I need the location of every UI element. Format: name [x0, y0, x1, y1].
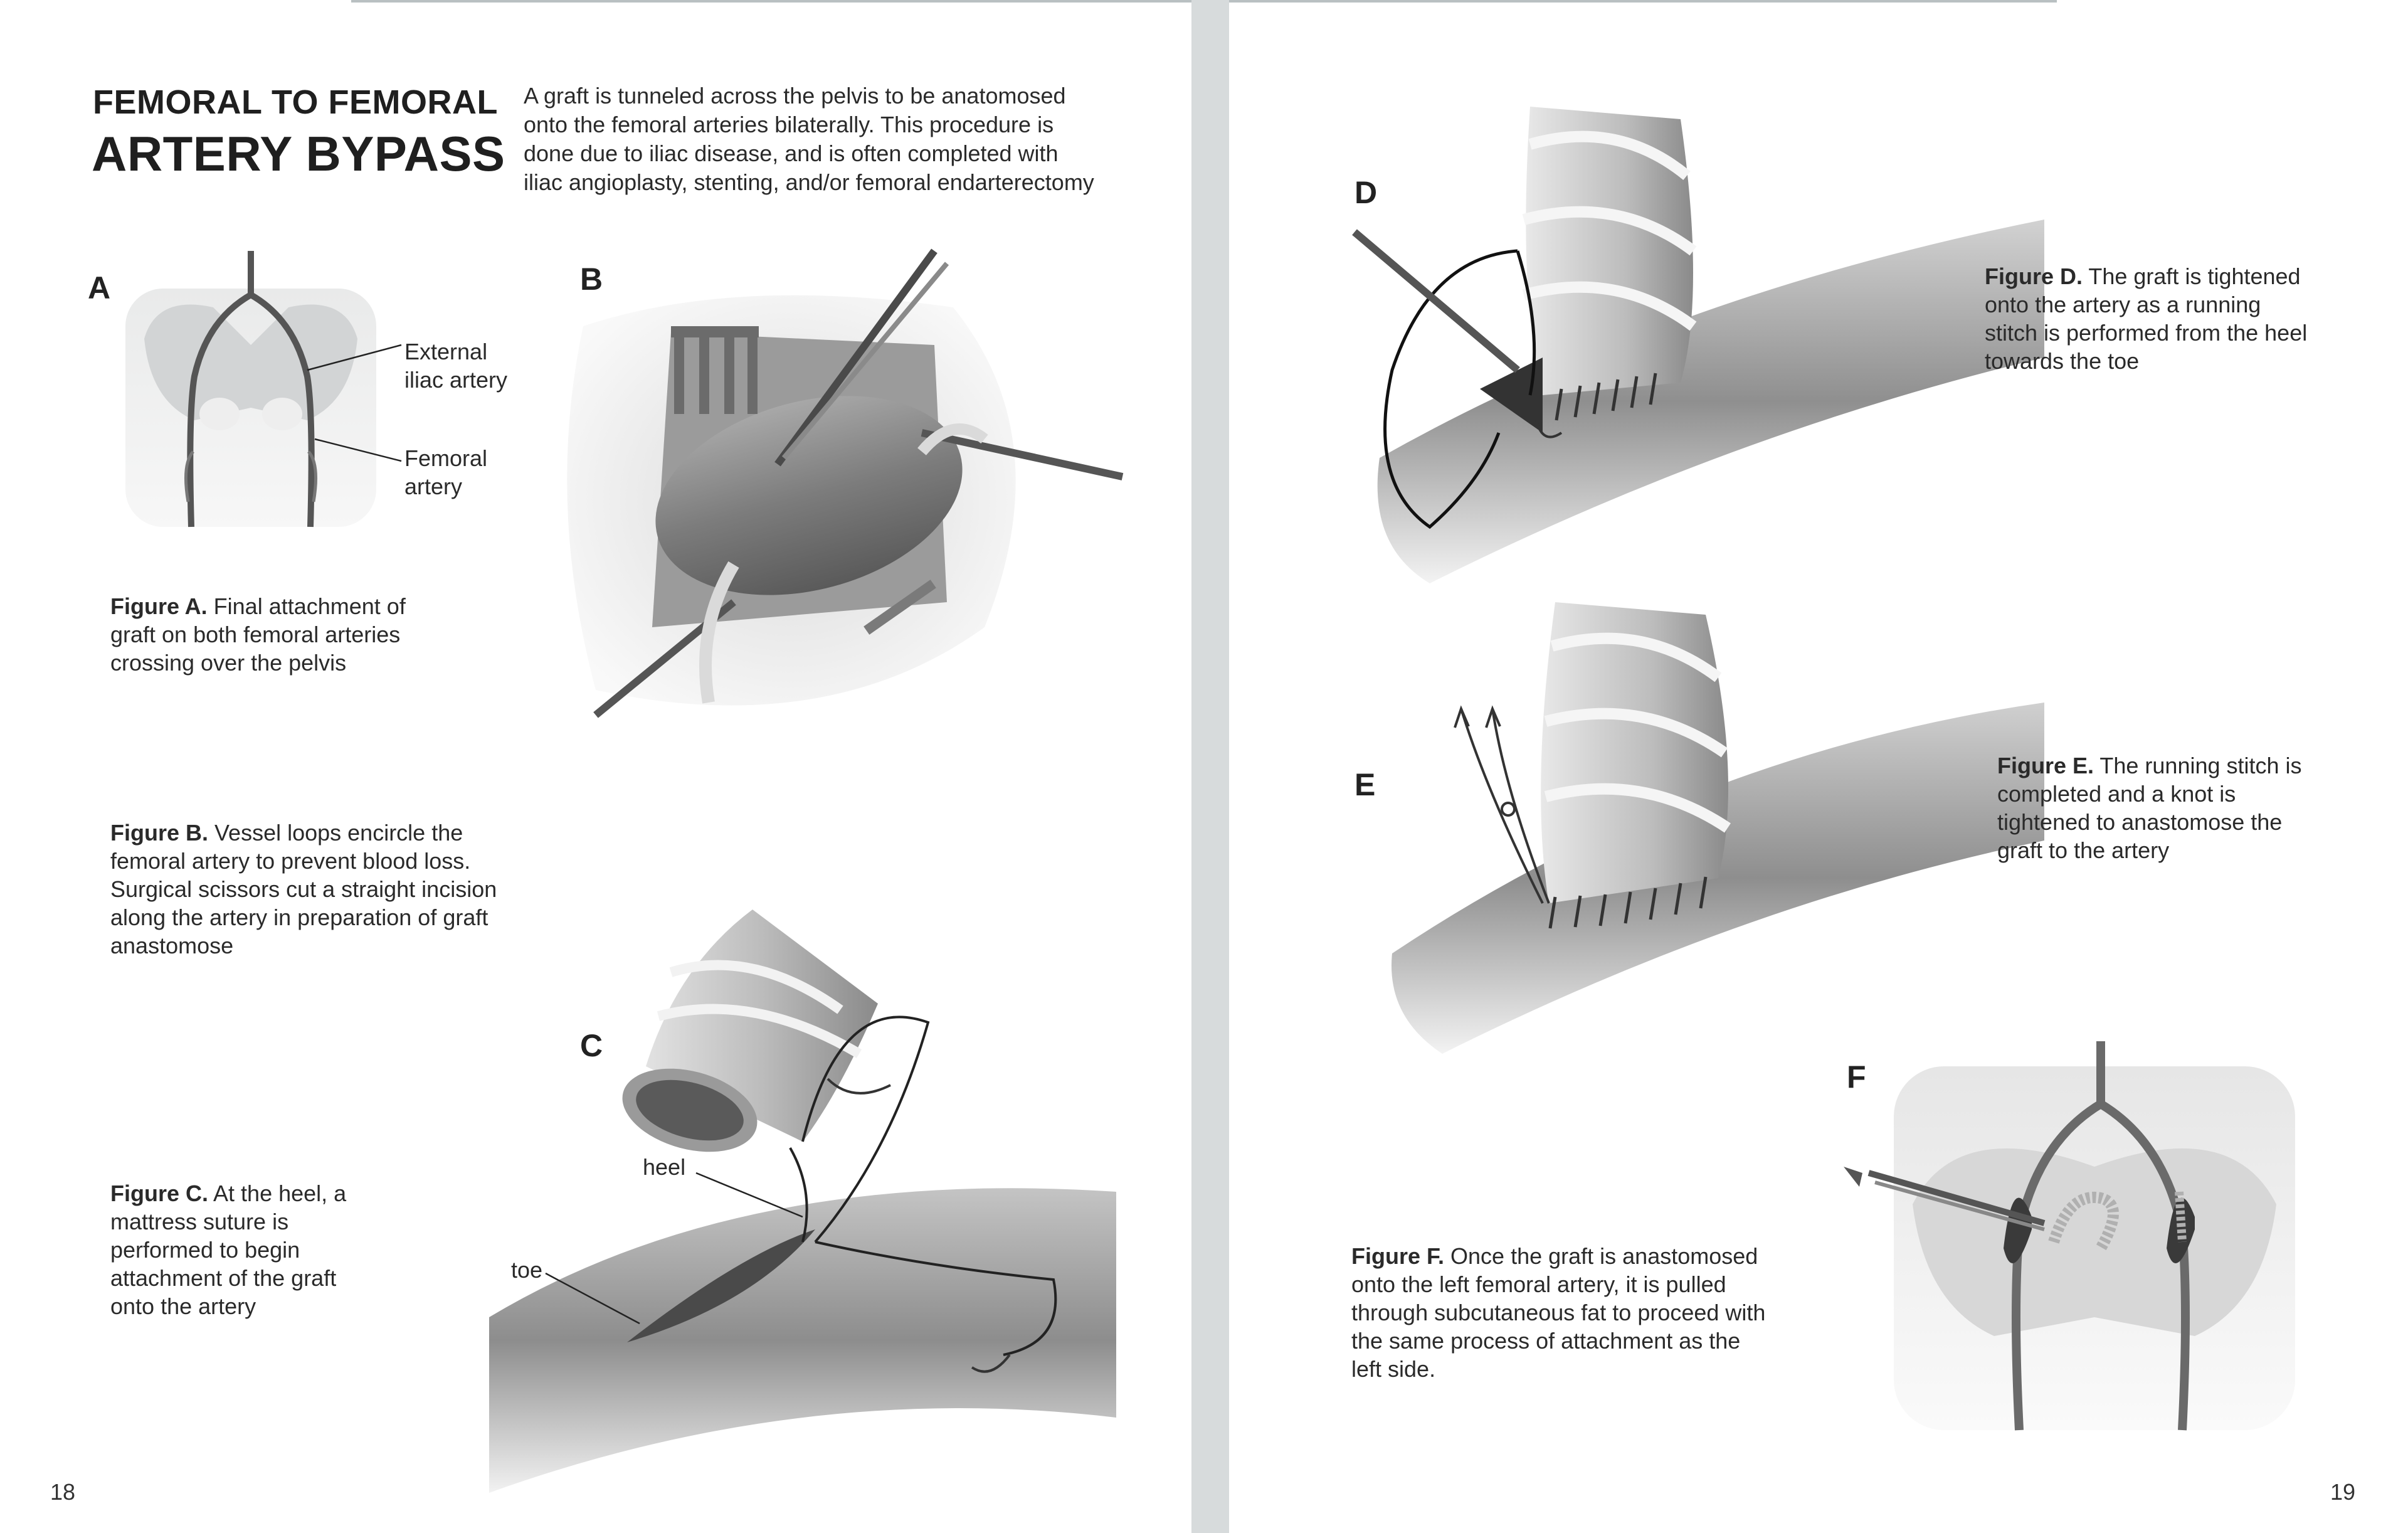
- page-left: [0, 0, 1191, 1533]
- figure-f-tunneling-illustration: [1831, 1041, 2345, 1430]
- label-toe: toe: [511, 1257, 543, 1283]
- figure-letter-c: C: [580, 1028, 603, 1063]
- caption-line: onto the left femoral artery, it is pulled: [1351, 1271, 1726, 1297]
- caption-line: anastomose: [110, 933, 234, 958]
- caption-line: attachment of the graft: [110, 1265, 337, 1291]
- caption-line: through subcutaneous fat to proceed with: [1351, 1300, 1766, 1325]
- label-line: Femoral: [404, 445, 488, 471]
- caption-head: Figure D.: [1985, 263, 2083, 289]
- figure-c-heel-suture-illustration: [489, 866, 1116, 1493]
- caption-line: tightened to anastomose the: [1997, 809, 2283, 835]
- intro-text: [524, 82, 1094, 197]
- caption-head: Figure B.: [110, 820, 209, 846]
- figure-d-running-stitch-illustration: [1354, 107, 2044, 583]
- caption-line: Final attachment of: [207, 593, 406, 619]
- figure-letter-f: F: [1847, 1059, 1866, 1095]
- caption-line: Surgical scissors cut a straight incision: [110, 876, 497, 902]
- caption-line: onto the artery as a running: [1985, 292, 2261, 317]
- caption-line: performed to begin: [110, 1237, 300, 1263]
- figure-e-knot-illustration: [1392, 602, 2044, 1054]
- caption-line: The graft is tightened: [2083, 263, 2301, 289]
- caption-line: stitch is performed from the heel: [1985, 320, 2308, 346]
- caption-line: onto the artery: [110, 1293, 256, 1319]
- page-number-left: 18: [50, 1479, 76, 1505]
- caption-line: Vessel loops encircle the: [208, 820, 463, 846]
- figure-letter-b: B: [580, 262, 603, 297]
- top-rule: [351, 0, 1191, 3]
- label-line: External: [404, 339, 488, 364]
- caption-line: along the artery in preparation of graft: [110, 904, 488, 930]
- caption-line: completed and a knot is: [1997, 781, 2236, 807]
- caption-line: Once the graft is anastomosed: [1444, 1243, 1758, 1269]
- intro-line: A graft is tunneled across the pelvis to be anatomosed: [524, 83, 1066, 109]
- caption-figure-e: [1997, 751, 2302, 864]
- caption-head: Figure A.: [110, 593, 208, 619]
- caption-line: femoral artery to prevent blood loss.: [110, 848, 471, 874]
- label-line: iliac artery: [404, 367, 508, 393]
- label-external-iliac: [404, 337, 507, 394]
- caption-figure-b: [110, 819, 497, 960]
- caption-line: The running stitch is: [2094, 753, 2302, 778]
- figure-b-surgical-field-illustration: [546, 251, 1148, 740]
- caption-head: Figure C.: [110, 1180, 209, 1206]
- intro-line: iliac angioplasty, stenting, and/or femoral endarterectomy: [524, 169, 1094, 195]
- caption-line: towards the toe: [1985, 348, 2140, 374]
- page-right: [1229, 0, 2408, 1533]
- caption-head: Figure E.: [1997, 753, 2094, 778]
- label-line: artery: [404, 474, 463, 499]
- caption-figure-f: [1351, 1242, 1765, 1383]
- caption-line: mattress suture is: [110, 1209, 289, 1234]
- figure-letter-e: E: [1354, 767, 1376, 802]
- title-line-2: ARTERY BYPASS: [92, 126, 505, 181]
- caption-figure-a: [110, 592, 406, 677]
- caption-figure-c: [110, 1179, 346, 1320]
- caption-figure-d: [1985, 262, 2307, 375]
- intro-line: onto the femoral arteries bilaterally. This procedure is: [524, 112, 1054, 137]
- caption-line: left side.: [1351, 1356, 1436, 1382]
- caption-line: graft to the artery: [1997, 837, 2170, 863]
- caption-line: graft on both femoral arteries: [110, 622, 401, 647]
- label-heel: heel: [643, 1154, 686, 1180]
- figure-a-pelvis-illustration: [119, 251, 383, 527]
- title-line-1: FEMORAL TO FEMORAL: [93, 83, 498, 121]
- label-femoral-artery: [404, 444, 487, 501]
- figure-letter-d: D: [1354, 175, 1378, 210]
- intro-line: done due to iliac disease, and is often completed with: [524, 141, 1059, 166]
- caption-line: crossing over the pelvis: [110, 650, 347, 676]
- top-rule: [1229, 0, 2057, 3]
- caption-head: Figure F.: [1351, 1243, 1445, 1269]
- caption-line: the same process of attachment as the: [1351, 1328, 1741, 1354]
- page-number-right: 19: [2330, 1479, 2356, 1505]
- caption-line: At the heel, a: [208, 1180, 347, 1206]
- figure-letter-a: A: [88, 270, 111, 305]
